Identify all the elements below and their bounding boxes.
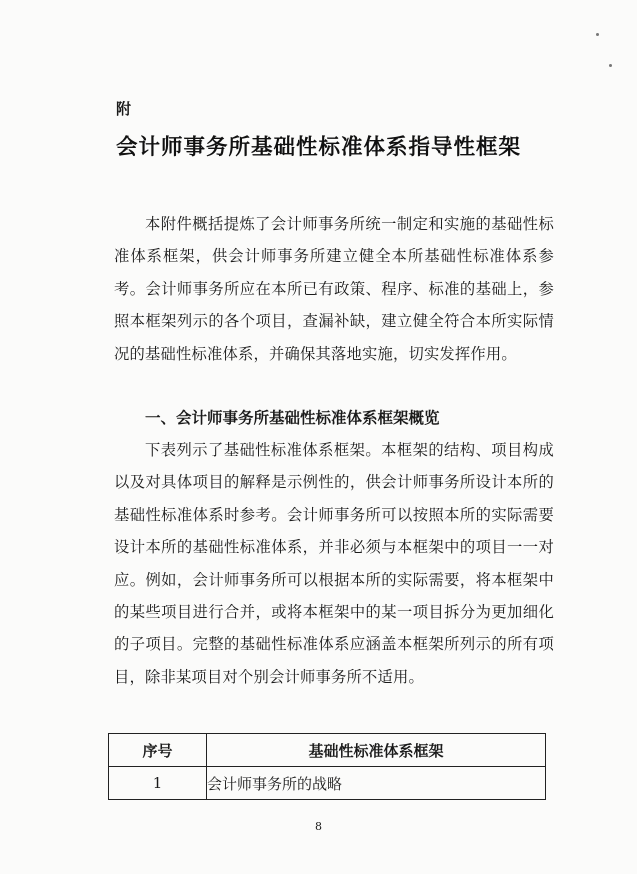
page-number: 8 (315, 820, 322, 833)
scan-speck (609, 64, 612, 67)
scan-speck (596, 33, 599, 36)
framework-table (108, 733, 546, 800)
section-paragraph: 下表列示了基础性标准体系框架。本框架的结构、项目构成以及对具体项目的解释是示例性的，供会计师事务所设计本所的基础性标准体系时参考。会计师事务所可以按照本所的实际需要设计本所的基础性标准体系，并非必须与本框架中的项目一一对应。例如，会计师事务所可以根据本所的实际需要，将本框架中的某些项目进行合并，或将本框架中的某一项目拆分为更加细化的子项目。完整的基础性标准体系应涵盖本框架所列示的所有项目，除非某项目对个别会计师事务所不适用。 (114, 441, 554, 686)
section-heading: 一、会计师事务所基础性标准体系框架概览 (145, 409, 440, 427)
table-cell-item: 会计师事务所的战略 (207, 767, 546, 800)
document-title: 会计师事务所基础性标准体系指导性框架 (115, 135, 521, 160)
appendix-label: 附 (116, 100, 133, 118)
table-header-framework: 基础性标准体系框架 (207, 734, 546, 767)
table-header-no: 序号 (109, 734, 207, 767)
table-cell-no: 1 (109, 767, 207, 800)
table-header-row (109, 734, 546, 767)
intro-paragraph: 本附件概括提炼了会计师事务所统一制定和实施的基础性标准体系框架，供会计师事务所建立健全本所基础性标准体系参考。会计师事务所应在本所已有政策、程序、标准的基础上，参照本框架列示的各个项目，查漏补缺，建立健全符合本所实际情况的基础性标准体系，并确保其落地实施，切实发挥作用。 (114, 215, 554, 363)
table-row (109, 767, 546, 800)
